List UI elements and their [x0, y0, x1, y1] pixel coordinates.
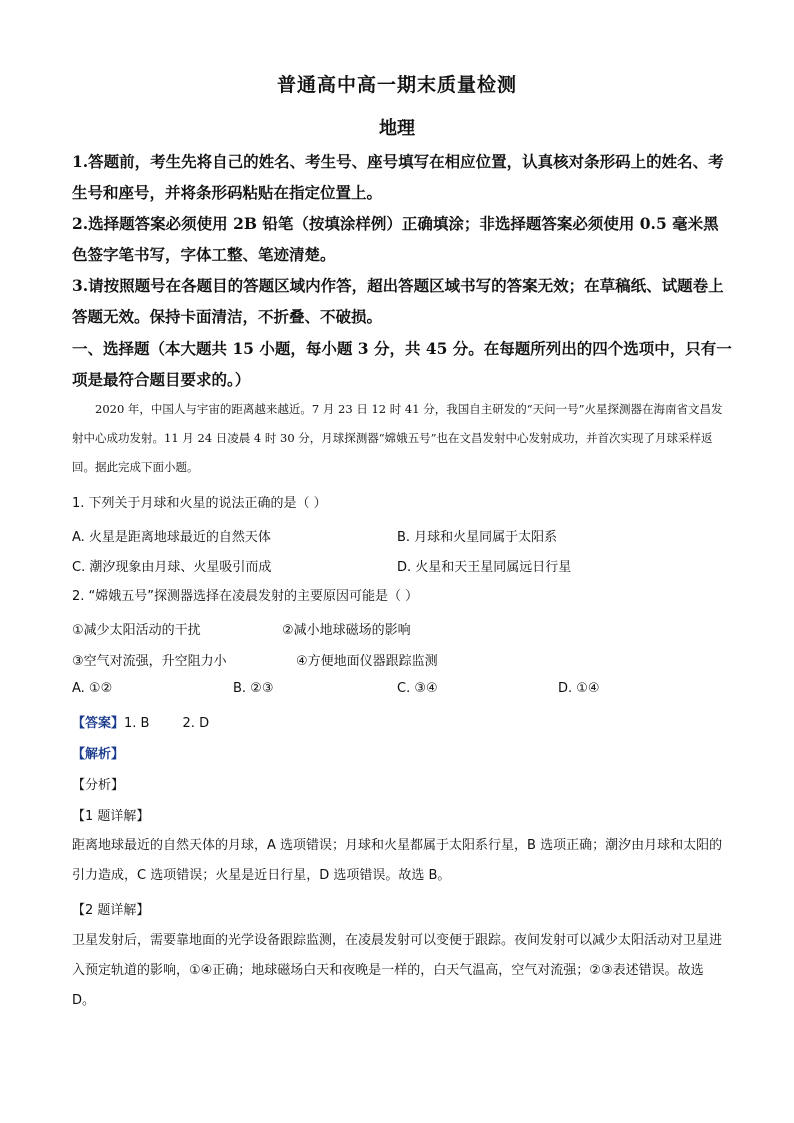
q2-option-d: D. ①④	[558, 681, 600, 696]
q2-statement-3: ③空气对流强，升空阻力小	[72, 654, 227, 669]
analysis-label	[72, 743, 124, 762]
question-1-stem: 1. 下列关于月球和火星的说法正确的是（ ）	[72, 496, 327, 511]
answer-values: 1. B 2. D	[124, 716, 210, 731]
detail-2-label: 【2 题详解】	[72, 903, 150, 918]
q2-statement-4: ④方便地面仪器跟踪监测	[296, 654, 438, 669]
reading-passage: 2020 年，中国人与宇宙的距离越来越近。7 月 23 日 12 时 41 分，我国自主研发的“天问一号”火星探测器在海南省文昌发射中心成功发射。11 月 24 日凌晨 4 时 30 分，月球探测器“嫦娥五号”也在文昌发射中心发射成功，并首次实现了月球采样返回。据此完成下面小题。	[72, 402, 723, 474]
q2-statement-1: ①减少太阳活动的干扰	[72, 623, 201, 638]
answer-line	[72, 712, 209, 731]
q2-statement-2: ②减小地球磁场的影响	[282, 623, 411, 638]
q1-option-a: A. 火星是距离地球最近的自然天体	[72, 530, 271, 545]
detail-1-label: 【1 题详解】	[72, 809, 150, 824]
page-title: 普通高中高一期末质量检测	[276, 74, 517, 96]
q1-option-c: C. 潮汐现象由月球、火星吸引而成	[72, 560, 272, 575]
instruction-3: 3.请按照题号在各题目的答题区域内作答，超出答题区域书写的答案无效；在草稿纸、试题卷上答题无效。保持卡面清洁，不折叠、不破损。	[72, 276, 724, 326]
detail-1-text: 距离地球最近的自然天体的月球，A 选项错误；月球和火星都属于太阳系行星，B 选项正确；潮汐由月球和太阳的引力造成，C 选项错误；火星是近日行星，D 选项错误。故选 B。	[72, 838, 723, 883]
fenxi-label: 【分析】	[72, 778, 125, 793]
question-2-stem: 2. “嫦娥五号”探测器选择在凌晨发射的主要原因可能是（ ）	[72, 589, 419, 604]
instruction-1: 1.答题前，考生先将自己的姓名、考生号、座号填写在相应位置，认真核对条形码上的姓名、考生号和座号，并将条形码粘贴在指定位置上。	[72, 152, 724, 202]
q2-option-c: C. ③④	[397, 681, 438, 696]
instruction-2: 2.选择题答案必须使用 2B 铅笔（按填涂样例）正确填涂；非选择题答案必须使用 0.5 毫米黑色签字笔书写，字体工整、笔迹清楚。	[72, 214, 719, 264]
analysis-label-text: 【解析】	[72, 747, 125, 762]
section-title: 一、选择题（本大题共 15 小题，每小题 3 分，共 45 分。在每题所列出的四个选项中，只有一项是最符合题目要求的。）	[72, 339, 732, 389]
q2-option-b: B. ②③	[233, 681, 274, 696]
answer-label: 【答案】	[72, 716, 125, 731]
subject-heading: 地理	[379, 118, 415, 139]
q2-option-a: A. ①②	[72, 681, 113, 696]
q1-option-d: D. 火星和天王星同属远日行星	[397, 560, 572, 575]
detail-2-text: 卫星发射后，需要靠地面的光学设备跟踪监测，在凌晨发射可以变便于跟踪。夜间发射可以减少太阳活动对卫星进入预定轨道的影响，①④正确；地球磁场白天和夜晚是一样的，白天气温高，空气对流强；②③表述错误。故选 D。	[72, 933, 723, 1008]
q1-option-b: B. 月球和火星同属于太阳系	[397, 530, 558, 545]
